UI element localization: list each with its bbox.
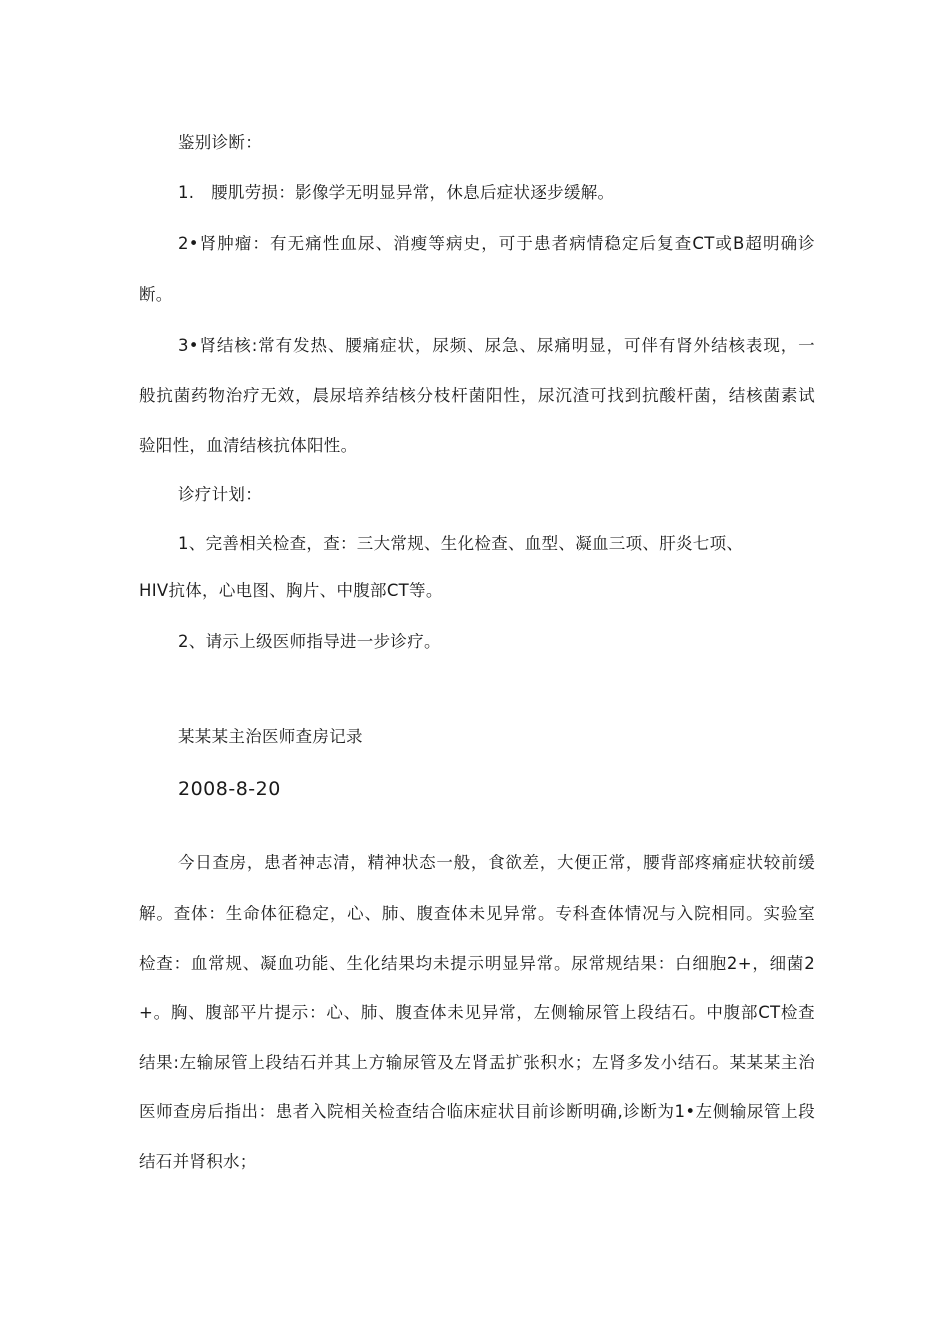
differential-diagnosis-heading: 鉴别诊断： xyxy=(178,133,262,152)
record-paragraph-line-5: 结果:左输尿管上段结石并其上方输尿管及左肾盂扩张积水；左肾多发小结石。某某某主治 xyxy=(139,1053,815,1072)
plan-item-1-line-1: 1、完善相关检查，查：三大常规、生化检查、血型、凝血三项、肝炎七项、 xyxy=(178,534,744,553)
plan-item-1-line-2: HIV抗体，心电图、胸片、中腹部CT等。 xyxy=(139,581,443,600)
record-date: 2008-8-20 xyxy=(178,778,281,800)
differential-item-2-line-1: 2•肾肿瘤：有无痛性血尿、消瘦等病史，可于患者病情稳定后复查CT或B超明确诊 xyxy=(178,234,815,253)
record-paragraph-line-4: +。胸、腹部平片提示：心、肺、腹查体未见异常，左侧输尿管上段结石。中腹部CT检查 xyxy=(139,1003,815,1022)
differential-item-2-line-2: 断。 xyxy=(139,285,173,304)
record-paragraph-line-6: 医师查房后指出：患者入院相关检查结合临床症状目前诊断明确,诊断为1•左侧输尿管上段 xyxy=(139,1102,815,1121)
differential-item-1: 1. 腰肌劳损：影像学无明显异常，休息后症状逐步缓解。 xyxy=(178,183,615,202)
plan-item-2: 2、请示上级医师指导进一步诊疗。 xyxy=(178,632,441,651)
record-paragraph-line-3: 检查：血常规、凝血功能、生化结果均未提示明显异常。尿常规结果：白细胞2+，细菌2 xyxy=(139,954,815,973)
treatment-plan-heading: 诊疗计划： xyxy=(178,485,262,504)
differential-item-3-line-3: 验阳性，血清结核抗体阳性。 xyxy=(139,436,358,455)
differential-item-3-line-2: 般抗菌药物治疗无效，晨尿培养结核分枝杆菌阳性，尿沉渣可找到抗酸杆菌，结核菌素试 xyxy=(139,386,815,405)
record-paragraph-line-2: 解。查体：生命体征稳定，心、肺、腹查体未见异常。专科查体情况与入院相同。实验室 xyxy=(139,904,815,923)
record-paragraph-line-1: 今日查房，患者神志清，精神状态一般，食欲差，大便正常，腰背部疼痛症状较前缓 xyxy=(178,853,815,872)
ward-round-record-title: 某某某主治医师查房记录 xyxy=(178,727,363,746)
differential-item-3-line-1: 3•肾结核:常有发热、腰痛症状，尿频、尿急、尿痛明显，可伴有肾外结核表现，一 xyxy=(178,336,815,355)
record-paragraph-line-7: 结石并肾积水； xyxy=(139,1152,257,1171)
